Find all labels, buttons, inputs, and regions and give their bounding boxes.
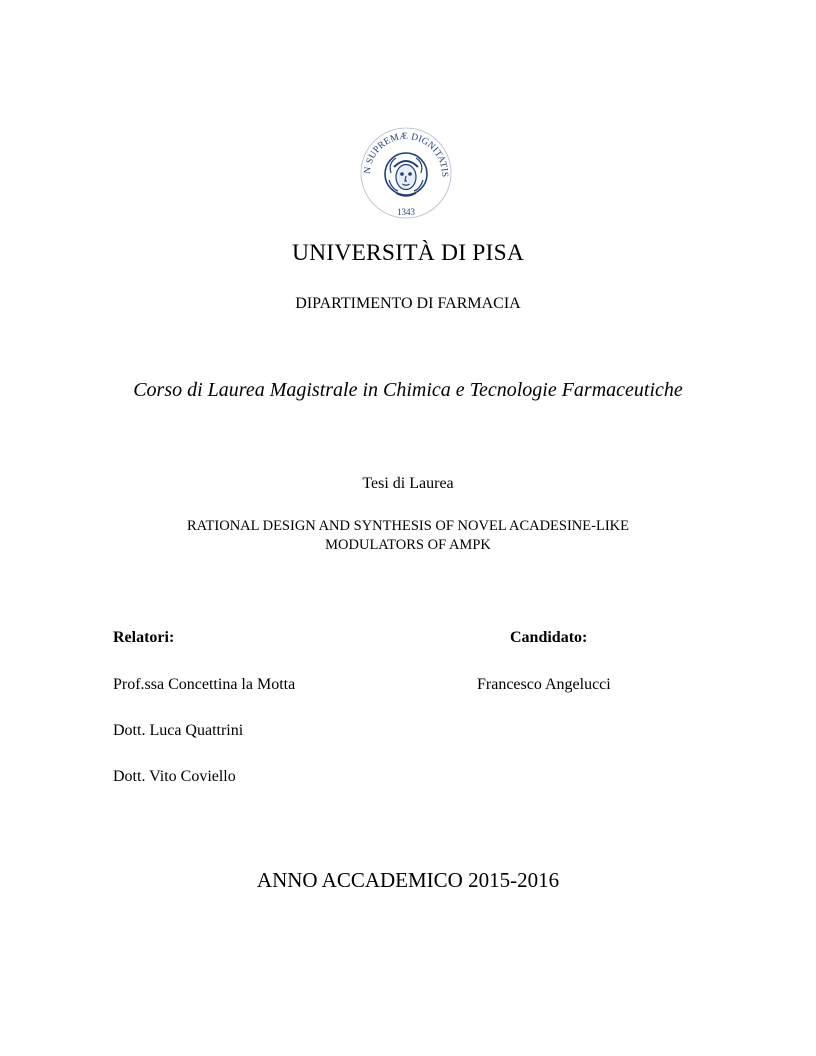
seal-head-icon: [385, 153, 427, 196]
thesis-title: [140, 517, 676, 555]
department-name: DIPARTIMENTO DI FARMACIA: [295, 295, 521, 312]
thesis-title-line-1: RATIONAL DESIGN AND SYNTHESIS OF NOVEL ACADESINE-LIKE: [187, 518, 629, 534]
seal-graphic: [358, 125, 454, 221]
candidate-label: Candidato:: [510, 629, 588, 646]
seal-year-text: 1343: [397, 207, 415, 217]
candidate-name: Francesco Angelucci: [477, 676, 611, 693]
academic-year: ANNO ACCADEMICO 2015-2016: [256, 868, 560, 892]
supervisor-name: Dott. Vito Coviello: [113, 768, 236, 785]
thesis-title-line-2: MODULATORS OF AMPK: [325, 537, 491, 553]
supervisor-name: Dott. Luca Quattrini: [113, 722, 244, 739]
supervisors-label: Relatori:: [113, 629, 175, 646]
supervisor-name: Prof.ssa Concettina la Motta: [113, 676, 296, 693]
university-seal: [358, 125, 454, 221]
course-name: Corso di Laurea Magistrale in Chimica e Tecnologie Farmaceutiche: [133, 379, 683, 401]
seal-motto-text: N SUPREMÆ DIGNITATIS: [362, 131, 450, 178]
thesis-label: Tesi di Laurea: [362, 475, 454, 492]
university-name: UNIVERSITÀ DI PISA: [291, 240, 525, 266]
